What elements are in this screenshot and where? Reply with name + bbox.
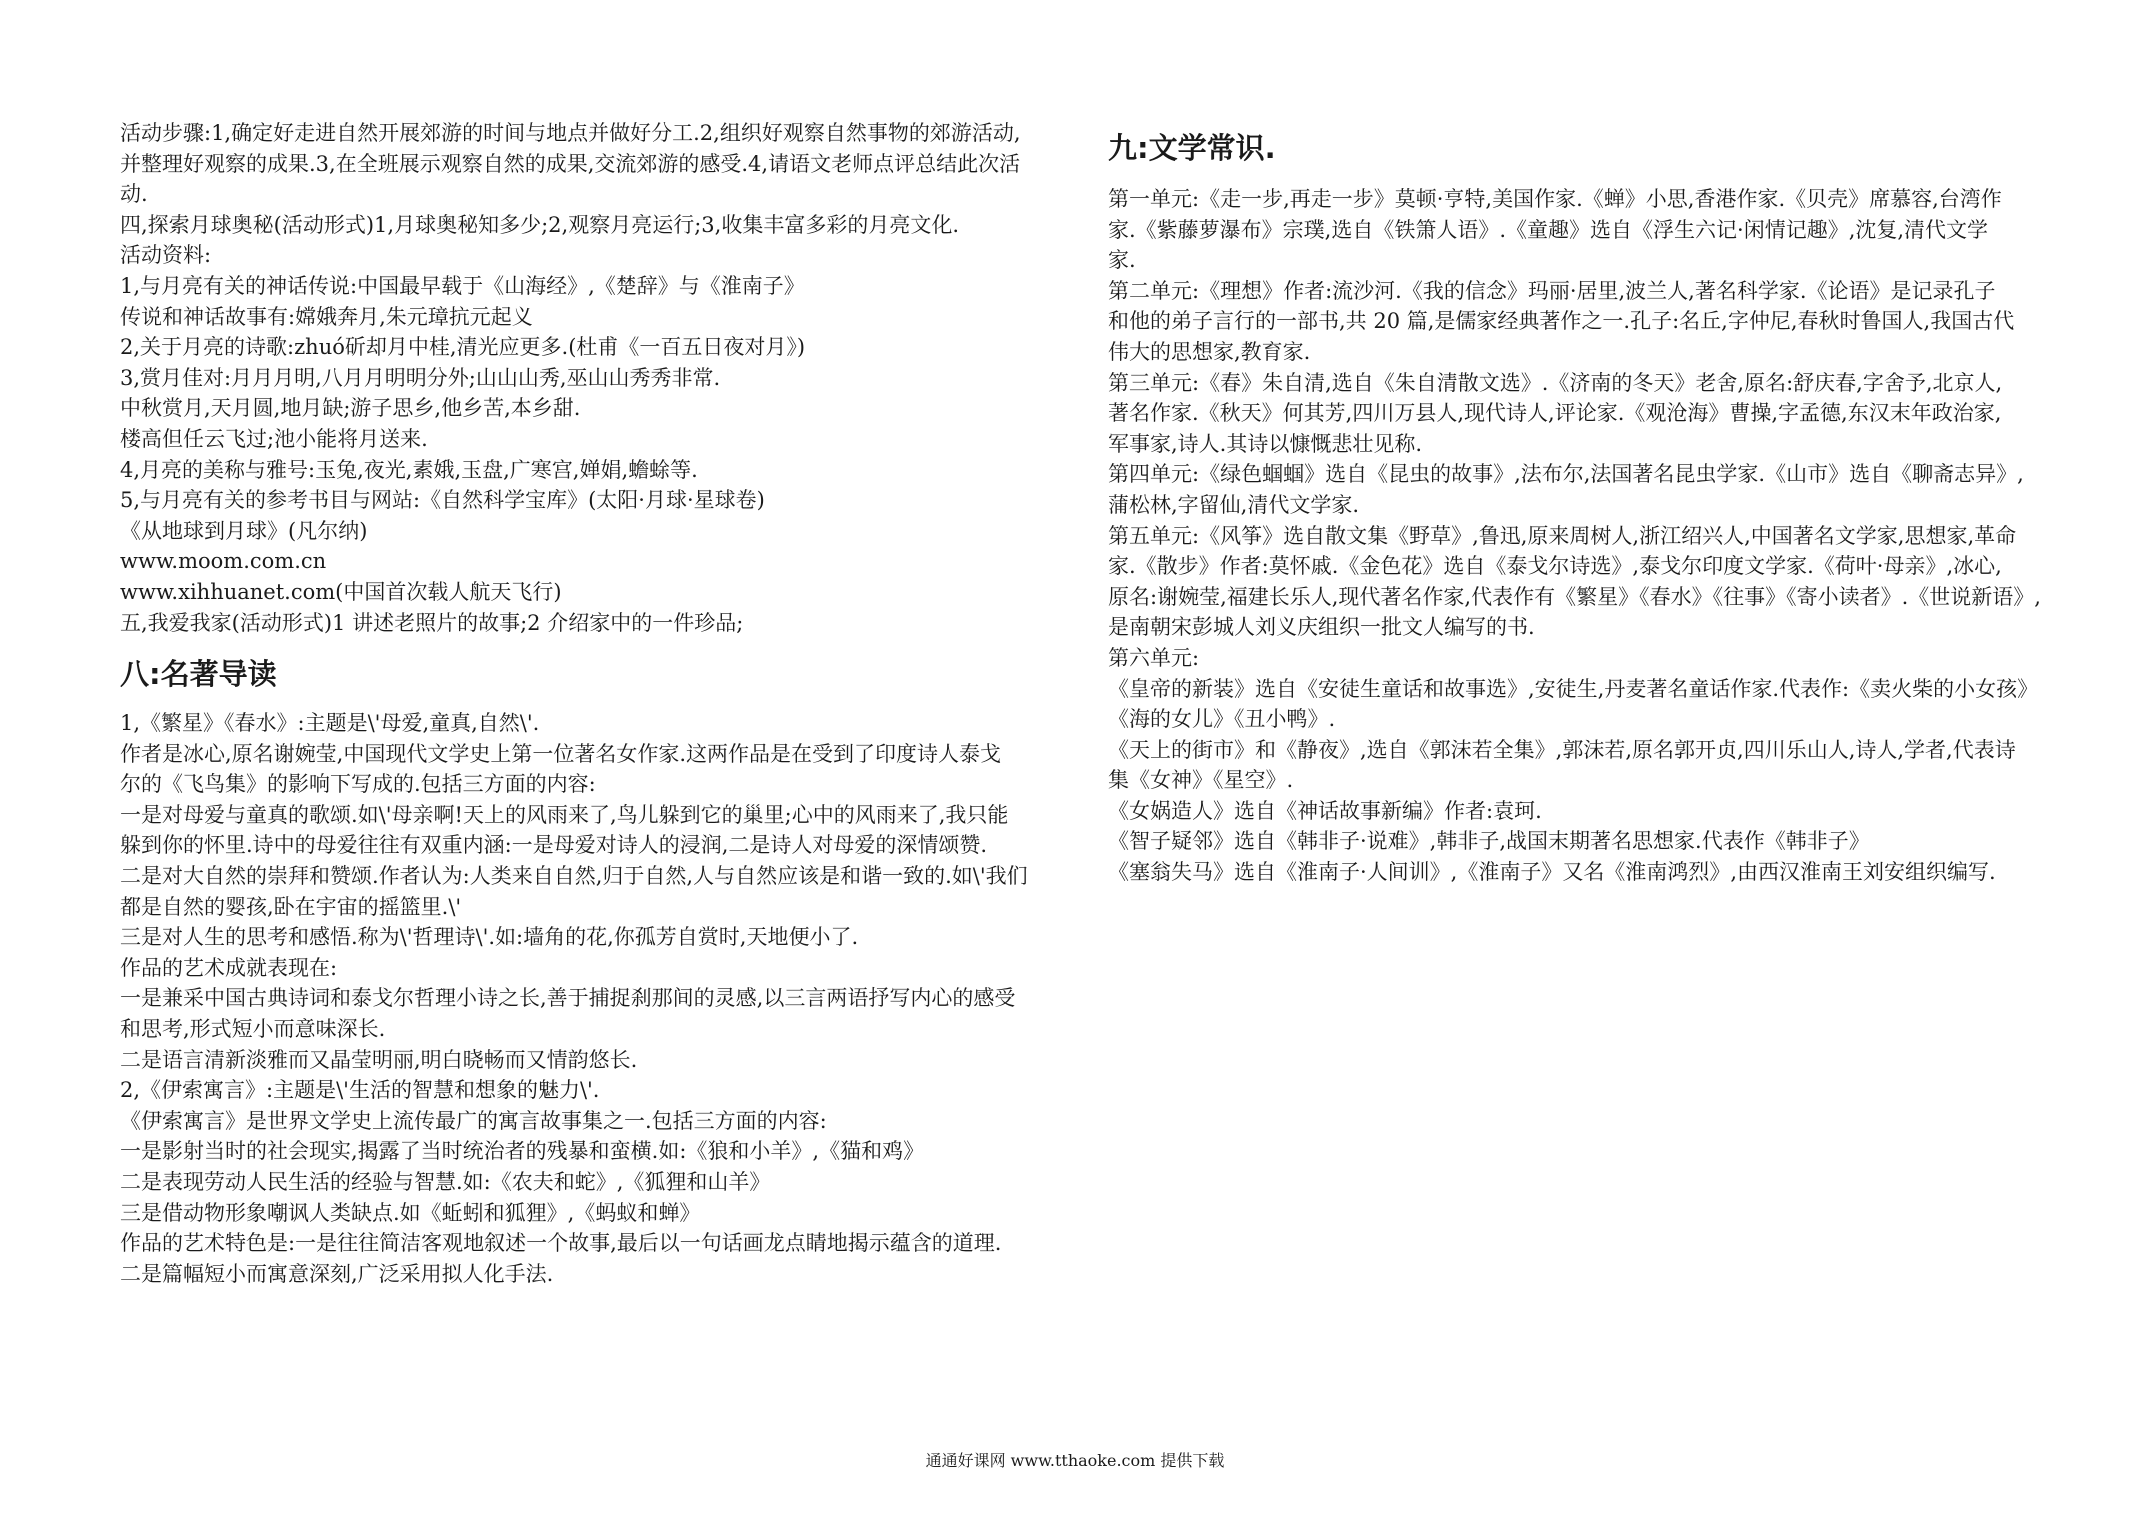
text-line: 《天上的街市》和《静夜》,选自《郭沫若全集》,郭沫若,原名郭开贞,四川乐山人,诗人,学者,代表诗 [1108, 737, 2016, 762]
text-line: 第五单元:《风筝》选自散文集《野草》,鲁迅,原来周树人,浙江绍兴人,中国著名文学家,思想家,革命 [1108, 523, 2017, 548]
text-line: 第六单元: [1108, 645, 1200, 670]
text-line: 一是兼采中国古典诗词和泰戈尔哲理小诗之长,善于捕捉刹那间的灵感,以三言两语抒写内心的感受 [120, 986, 1016, 1011]
text-line: 楼高但任云飞过;池小能将月送来. [120, 426, 428, 451]
text-line: 中秋赏月,天月圆,地月缺;游子思乡,他乡苦,本乡甜. [120, 396, 581, 421]
text-line: 二是表现劳动人民生活的经验与智慧.如:《农夫和蛇》,《狐狸和山羊》 [120, 1170, 771, 1194]
text-line: 三是借动物形象嘲讽人类缺点.如《蚯蚓和狐狸》,《蚂蚁和蝉》 [120, 1200, 701, 1225]
text-line: 伟大的思想家,教育家. [1108, 339, 1311, 364]
right-column [1108, 126, 2053, 888]
text-line: 五,我爱我家(活动形式)1 讲述老照片的故事;2 介绍家中的一件珍品; [120, 610, 744, 635]
text-line: 作者是冰心,原名谢婉莹,中国现代文学史上第一位著名女作家.这两作品是在受到了印度诗人泰戈 [120, 741, 1002, 766]
text-line: 《伊索寓言》是世界文学史上流传最广的寓言故事集之一.包括三方面的内容: [120, 1108, 827, 1133]
text-line: 二是语言清新淡雅而又晶莹明丽,明白晓畅而又情韵悠长. [120, 1047, 638, 1072]
text-line: 蒲松林,字留仙,清代文学家. [1108, 492, 1360, 517]
text-line: 一是影射当时的社会现实,揭露了当时统治者的残暴和蛮横.如:《狼和小羊》,《猫和鸡》 [120, 1139, 925, 1164]
text-line: 都是自然的婴孩,卧在宇宙的摇篮里.\' [120, 894, 462, 919]
text-line: 二是篇幅短小而寓意深刻,广泛采用拟人化手法. [120, 1261, 554, 1286]
text-line: 《女娲造人》选自《神话故事新编》作者:袁珂. [1108, 798, 1542, 823]
text-line: 第二单元:《理想》作者:流沙河.《我的信念》玛丽·居里,波兰人,著名科学家.《论语》是记录孔子 [1108, 278, 1996, 303]
text-line: 《智子疑邻》选自《韩非子·说难》,韩非子,战国末期著名思想家.代表作《韩非子》 [1108, 829, 1870, 854]
activity-section [120, 118, 1065, 638]
text-line: 第三单元:《春》朱自清,选自《朱自清散文选》.《济南的冬天》老舍,原名:舒庆春,字舍予,北京人, [1108, 370, 2003, 395]
text-line: 第一单元:《走一步,再走一步》莫顿·亨特,美国作家.《蝉》小思,香港作家.《贝壳》席慕容,台湾作 [1108, 187, 2002, 211]
text-line: www.xihhuanet.com(中国首次载人航天飞行) [120, 579, 562, 604]
section-heading-8: 八:名著导读 [120, 657, 277, 692]
text-line: 动. [120, 182, 148, 207]
text-line: 四,探索月球奥秘(活动形式)1,月球奥秘知多少;2,观察月亮运行;3,收集丰富多彩的月亮文化. [120, 212, 959, 237]
text-line: 尔的《飞鸟集》的影响下写成的.包括三方面的内容: [120, 772, 596, 797]
text-line: 《从地球到月球》(凡尔纳) [120, 518, 368, 543]
text-line: 一是对母爱与童真的歌颂.如\'母亲啊!天上的风雨来了,鸟儿躲到它的巢里;心中的风雨来了,我只能 [120, 802, 1009, 827]
text-line: 是南朝宋彭城人刘义庆组织一批文人编写的书. [1108, 615, 1535, 640]
text-line: 《海的女儿》《丑小鸭》. [1108, 707, 1336, 732]
text-line: 著名作家.《秋天》何其芳,四川万县人,现代诗人,评论家.《观沧海》曹操,字孟德,东汉末年政治家, [1108, 401, 2002, 426]
text-line: 5,与月亮有关的参考书目与网站:《自然科学宝库》(太阳·月球·星球卷) [120, 488, 765, 513]
text-line: 家. [1108, 248, 1136, 273]
text-line: 《塞翁失马》选自《淮南子·人间训》,《淮南子》又名《淮南鸿烈》,由西汉淮南王刘安组织编写. [1108, 860, 1996, 885]
text-line: 军事家,诗人.其诗以慷慨悲壮见称. [1108, 431, 1423, 456]
text-line: 3,赏月佳对:月月月明,八月月明明分外;山山山秀,巫山山秀秀非常. [120, 365, 721, 390]
text-line: 家.《散步》作者:莫怀戚.《金色花》选自《泰戈尔诗选》,泰戈尔印度文学家.《荷叶·母亲》,冰心, [1108, 554, 2002, 579]
text-line: 2,关于月亮的诗歌:zhuó斫却月中桂,清光应更多.(杜甫《一百五日夜对月》) [120, 335, 806, 360]
page-footer: 通通好课网 www.tthaoke.com 提供下载 [925, 1451, 1225, 1470]
text-line: 作品的艺术成就表现在: [120, 955, 338, 980]
text-line: 2,《伊索寓言》:主题是\'生活的智慧和想象的魅力\'. [120, 1078, 600, 1103]
text-line: 家.《紫藤萝瀑布》宗璞,选自《铁箫人语》.《童趣》选自《浮生六记·闲情记趣》,沈复,清代文学 [1108, 217, 1989, 242]
text-line: 活动资料: [120, 243, 212, 268]
text-line: 和思考,形式短小而意味深长. [120, 1017, 386, 1042]
text-line: 躲到你的怀里.诗中的母爱往往有双重内涵:一是母爱对诗人的浸润,二是诗人对母爱的深情颂赞. [120, 833, 988, 858]
text-line: 4,月亮的美称与雅号:玉兔,夜光,素娥,玉盘,广寒宫,婵娟,蟾蜍等. [120, 457, 698, 482]
section-heading-9: 九:文学常识. [1108, 131, 1276, 165]
text-line: 并整理好观察的成果.3,在全班展示观察自然的成果,交流郊游的感受.4,请语文老师点评总结此次活 [120, 151, 1021, 176]
text-line: 集《女神》《星空》. [1108, 768, 1294, 793]
text-line: 二是对大自然的崇拜和赞颂.作者认为:人类来自自然,归于自然,人与自然应该是和谐一致的.如\'我们 [120, 864, 1028, 889]
text-line: 1,与月亮有关的神话传说:中国最早载于《山海经》,《楚辞》与《淮南子》 [120, 273, 805, 298]
classics-section [120, 708, 1065, 1289]
text-line: 原名:谢婉莹,福建长乐人,现代著名作家,代表作有《繁星》《春水》《往事》《寄小读者》.《世说新语》, [1108, 584, 2041, 609]
text-line: 《皇帝的新装》选自《安徒生童话和故事选》,安徒生,丹麦著名童话作家.代表作:《卖火柴的小女孩》 [1108, 676, 2039, 701]
text-line: 三是对人生的思考和感悟.称为\'哲理诗\'.如:墙角的花,你孤芳自赏时,天地便小了. [120, 925, 859, 950]
text-line: 传说和神话故事有:嫦娥奔月,朱元璋抗元起义 [120, 304, 533, 329]
text-line: 和他的弟子言行的一部书,共 20 篇,是儒家经典著作之一.孔子:名丘,字仲尼,春秋时鲁国人,我国古代 [1108, 309, 2015, 334]
text-line: 作品的艺术特色是:一是往往简洁客观地叙述一个故事,最后以一句话画龙点睛地揭示蕴含的道理. [120, 1231, 1002, 1256]
left-column [120, 118, 1065, 1289]
text-line: 1,《繁星》《春水》:主题是\'母爱,童真,自然\'. [120, 711, 540, 736]
text-line: www.moom.com.cn [120, 549, 327, 574]
text-line: 第四单元:《绿色蝈蝈》选自《昆虫的故事》,法布尔,法国著名昆虫学家.《山市》选自《聊斋志异》, [1108, 462, 2024, 487]
text-line: 活动步骤:1,确定好走进自然开展郊游的时间与地点并做好分工.2,组织好观察自然事物的郊游活动, [120, 121, 1021, 145]
literature-section [1108, 184, 2053, 888]
